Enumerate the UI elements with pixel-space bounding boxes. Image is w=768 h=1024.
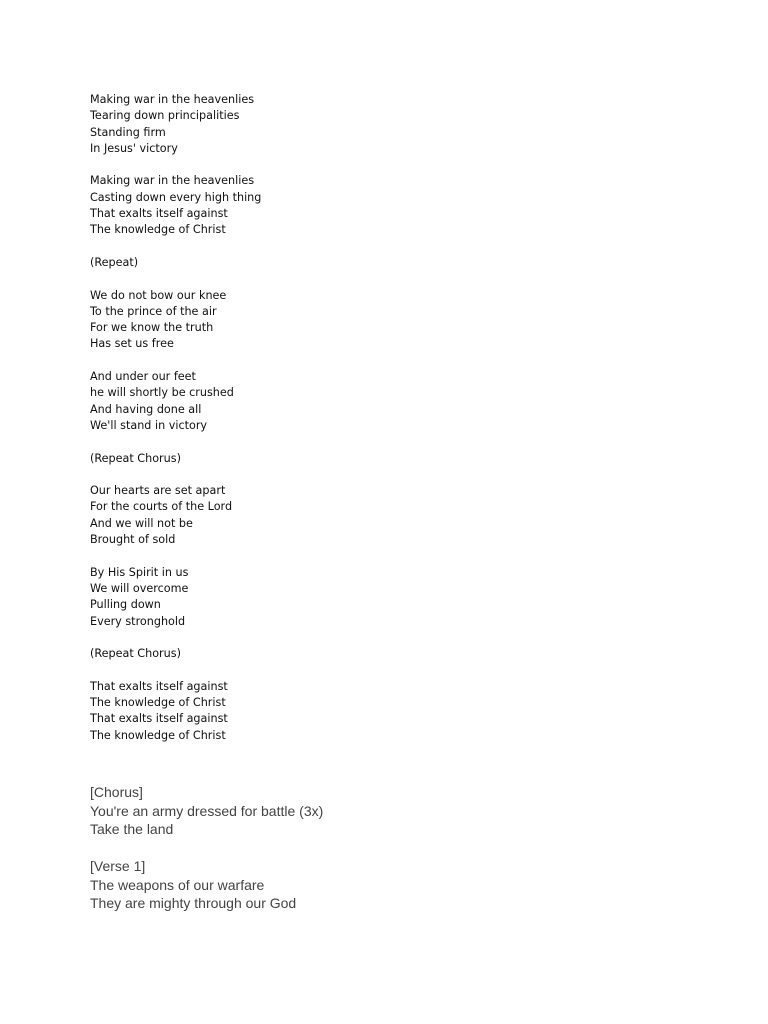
lyric-line: Making war in the heavenlies: [90, 93, 255, 106]
lyric-line: For we know the truth: [90, 321, 214, 335]
lyric-line: They are mighty through our God: [90, 895, 297, 912]
lyric-line: We'll stand in victory: [90, 418, 208, 432]
lyric-line: Standing firm: [90, 125, 166, 139]
lyrics-section-lower: [90, 783, 323, 931]
lyric-line: That exalts itself against: [90, 207, 228, 221]
stanza: [90, 255, 261, 271]
lyric-line: And under our feet: [90, 370, 196, 384]
lyric-line: To the prince of the air: [90, 304, 217, 318]
lyric-line: he will shortly be crushed: [90, 386, 234, 400]
lyric-line: That exalts itself against: [90, 679, 228, 693]
lyric-line: Casting down every high thing: [90, 190, 262, 204]
stanza: [90, 679, 261, 744]
lyric-line: In Jesus' victory: [90, 141, 178, 155]
lyric-line: Making war in the heavenlies: [90, 174, 255, 188]
stanza: [90, 646, 261, 662]
lyric-line: And we will not be: [90, 516, 193, 530]
repeat-note: (Repeat Chorus): [90, 451, 181, 465]
repeat-note: (Repeat): [90, 255, 139, 269]
stanza: [90, 451, 261, 467]
lyric-line: The knowledge of Christ: [90, 695, 226, 709]
lyric-line: Our hearts are set apart: [90, 484, 226, 498]
lyric-line: For the courts of the Lord: [90, 500, 233, 514]
lyric-line: By His Spirit in us: [90, 565, 189, 579]
section-heading: [Verse 1]: [90, 857, 146, 874]
lyric-line: You're an army dressed for battle (3x): [90, 802, 324, 819]
section-heading: [Chorus]: [90, 784, 143, 800]
lyric-line: We do not bow our knee: [90, 288, 227, 302]
lyric-line: Every stronghold: [90, 614, 186, 628]
stanza: [90, 173, 261, 238]
stanza: [90, 483, 261, 548]
lyric-line: The weapons of our warfare: [90, 876, 265, 893]
lyrics-section-upper: [90, 92, 261, 760]
lyric-line: That exalts itself against: [90, 712, 228, 726]
stanza: [90, 565, 261, 630]
lyric-line: We will overcome: [90, 581, 189, 595]
lyric-line: Take the land: [90, 821, 174, 838]
stanza: [90, 857, 323, 913]
stanza: [90, 369, 261, 434]
lyric-line: Has set us free: [90, 337, 174, 351]
lyric-line: And having done all: [90, 402, 202, 416]
stanza: [90, 783, 323, 839]
lyric-line: Tearing down principalities: [90, 109, 240, 123]
lyric-line: The knowledge of Christ: [90, 223, 226, 237]
stanza: [90, 288, 261, 353]
lyric-line: Pulling down: [90, 598, 161, 612]
lyric-line: Brought of sold: [90, 533, 176, 547]
lyric-line: The knowledge of Christ: [90, 728, 226, 742]
repeat-note: (Repeat Chorus): [90, 647, 181, 661]
stanza: [90, 92, 261, 157]
